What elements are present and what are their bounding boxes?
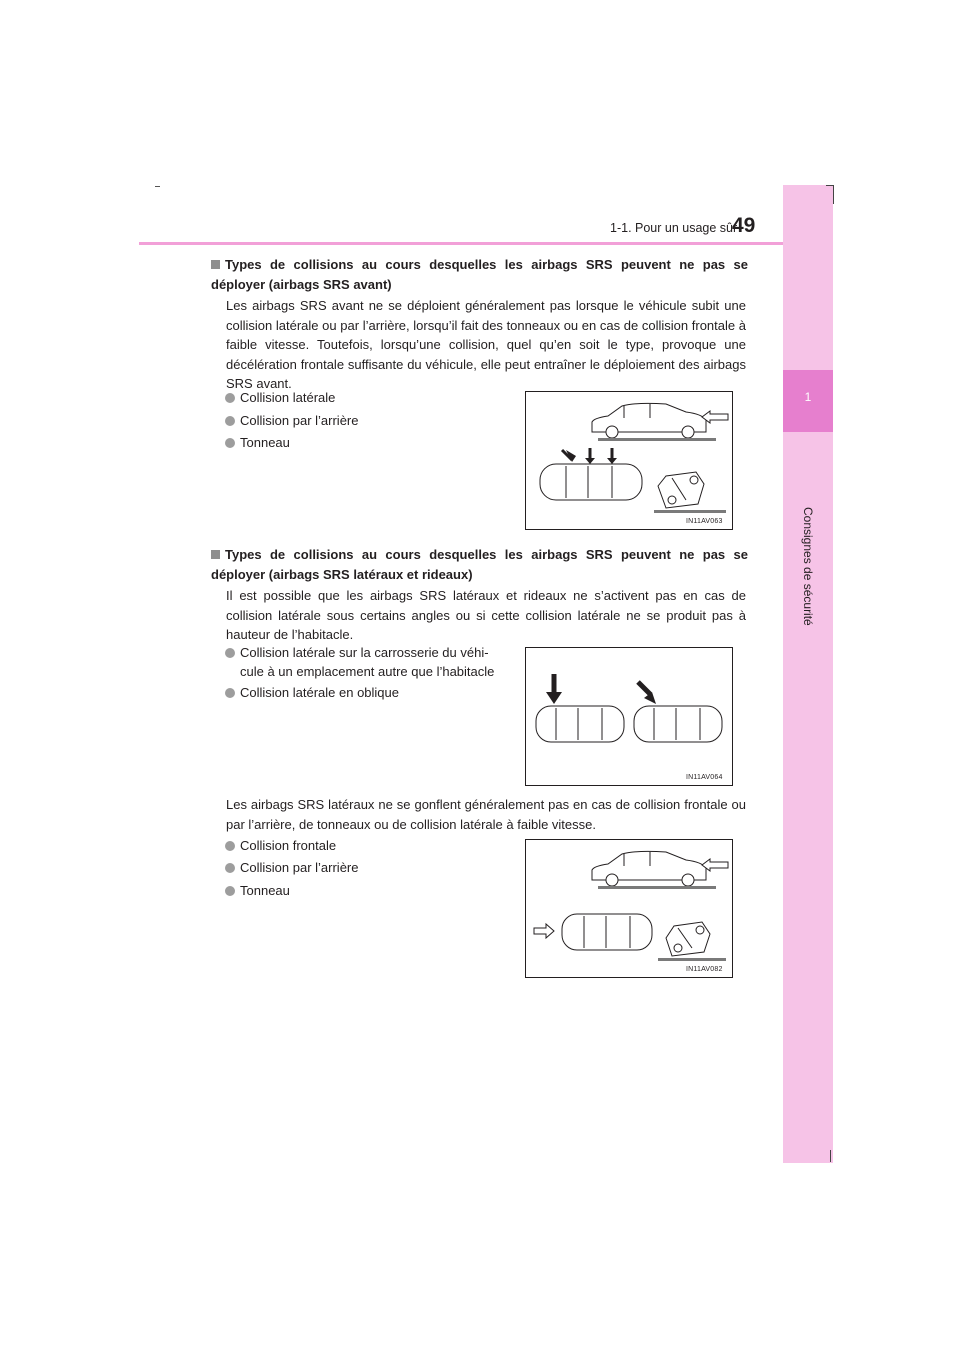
bullet-icon (225, 688, 235, 698)
list-item: Tonneau (225, 433, 290, 452)
figure-collision-side-airbag (525, 647, 733, 786)
figure-caption: IN11AV063 (686, 518, 723, 525)
section-heading: Types de collisions au cours desquelles les airbags SRS peuvent ne pas se déployer (airbags SRS latéraux et rideaux) (211, 547, 748, 582)
corner-mark (830, 1150, 831, 1162)
bullet-icon (225, 863, 235, 873)
figure-caption: IN11AV082 (686, 966, 723, 973)
section-paragraph: Les airbags SRS avant ne se déploient généralement pas lorsque le véhicule subit une collision latérale ou par l’arrière, lorsqu’il fait des tonneaux ou en cas de collision frontale à faible vitesse. Toutefois, lorsqu’une collision, quel qu’en soit le type, provoque une décélération frontale suffisante du véhicule, elle peut entraîner le déploiement des airbags SRS avant. (226, 298, 746, 391)
bullet-icon (225, 841, 235, 851)
square-bullet-icon (211, 550, 220, 559)
chapter-side-tab (783, 185, 833, 1163)
list-item: Collision frontale (225, 836, 336, 855)
section-title: 1-1. Pour un usage sûr (610, 221, 738, 235)
figure-collision-front-airbag (525, 391, 733, 530)
crop-mark (155, 186, 160, 187)
list-item: Collision latérale sur la carrosserie du véhi- cule à un emplacement autre que l’habitacle (225, 643, 505, 681)
bullet-icon (225, 648, 235, 658)
bullet-icon (225, 393, 235, 403)
section-heading: Types de collisions au cours desquelles les airbags SRS peuvent ne pas se déployer (airbags SRS avant) (211, 257, 748, 292)
bullet-icon (225, 416, 235, 426)
corner-mark (826, 185, 834, 204)
list-item: Collision par l’arrière (225, 858, 359, 877)
list-item: Collision latérale (225, 388, 335, 407)
section-paragraph: Les airbags SRS latéraux ne se gonflent généralement pas en cas de collision frontale ou par l’arrière, de tonneaux ou de collision latérale à faible vitesse. (226, 797, 746, 832)
header-rule (139, 242, 832, 245)
collision-illustration (526, 392, 732, 529)
list-item: Collision latérale en oblique (225, 683, 399, 702)
chapter-number-tab (783, 370, 833, 432)
list-item: Collision par l’arrière (225, 411, 359, 430)
bullet-icon (225, 886, 235, 896)
bullet-icon (225, 438, 235, 448)
collision-illustration (526, 840, 732, 977)
page-number: 49 (732, 214, 756, 237)
chapter-title: Consignes de sécurité (801, 507, 815, 626)
figure-collision-side-airbag-2 (525, 839, 733, 978)
square-bullet-icon (211, 260, 220, 269)
section-paragraph: Il est possible que les airbags SRS latéraux et rideaux ne s’activent pas en cas de collision latérale sous certains angles ou si cette collision latérale ne se produit pas à hauteur de l’habitacle. (226, 588, 746, 642)
chapter-number: 1 (804, 390, 812, 404)
collision-illustration (526, 648, 732, 785)
list-item: Tonneau (225, 881, 290, 900)
figure-caption: IN11AV064 (686, 774, 723, 781)
